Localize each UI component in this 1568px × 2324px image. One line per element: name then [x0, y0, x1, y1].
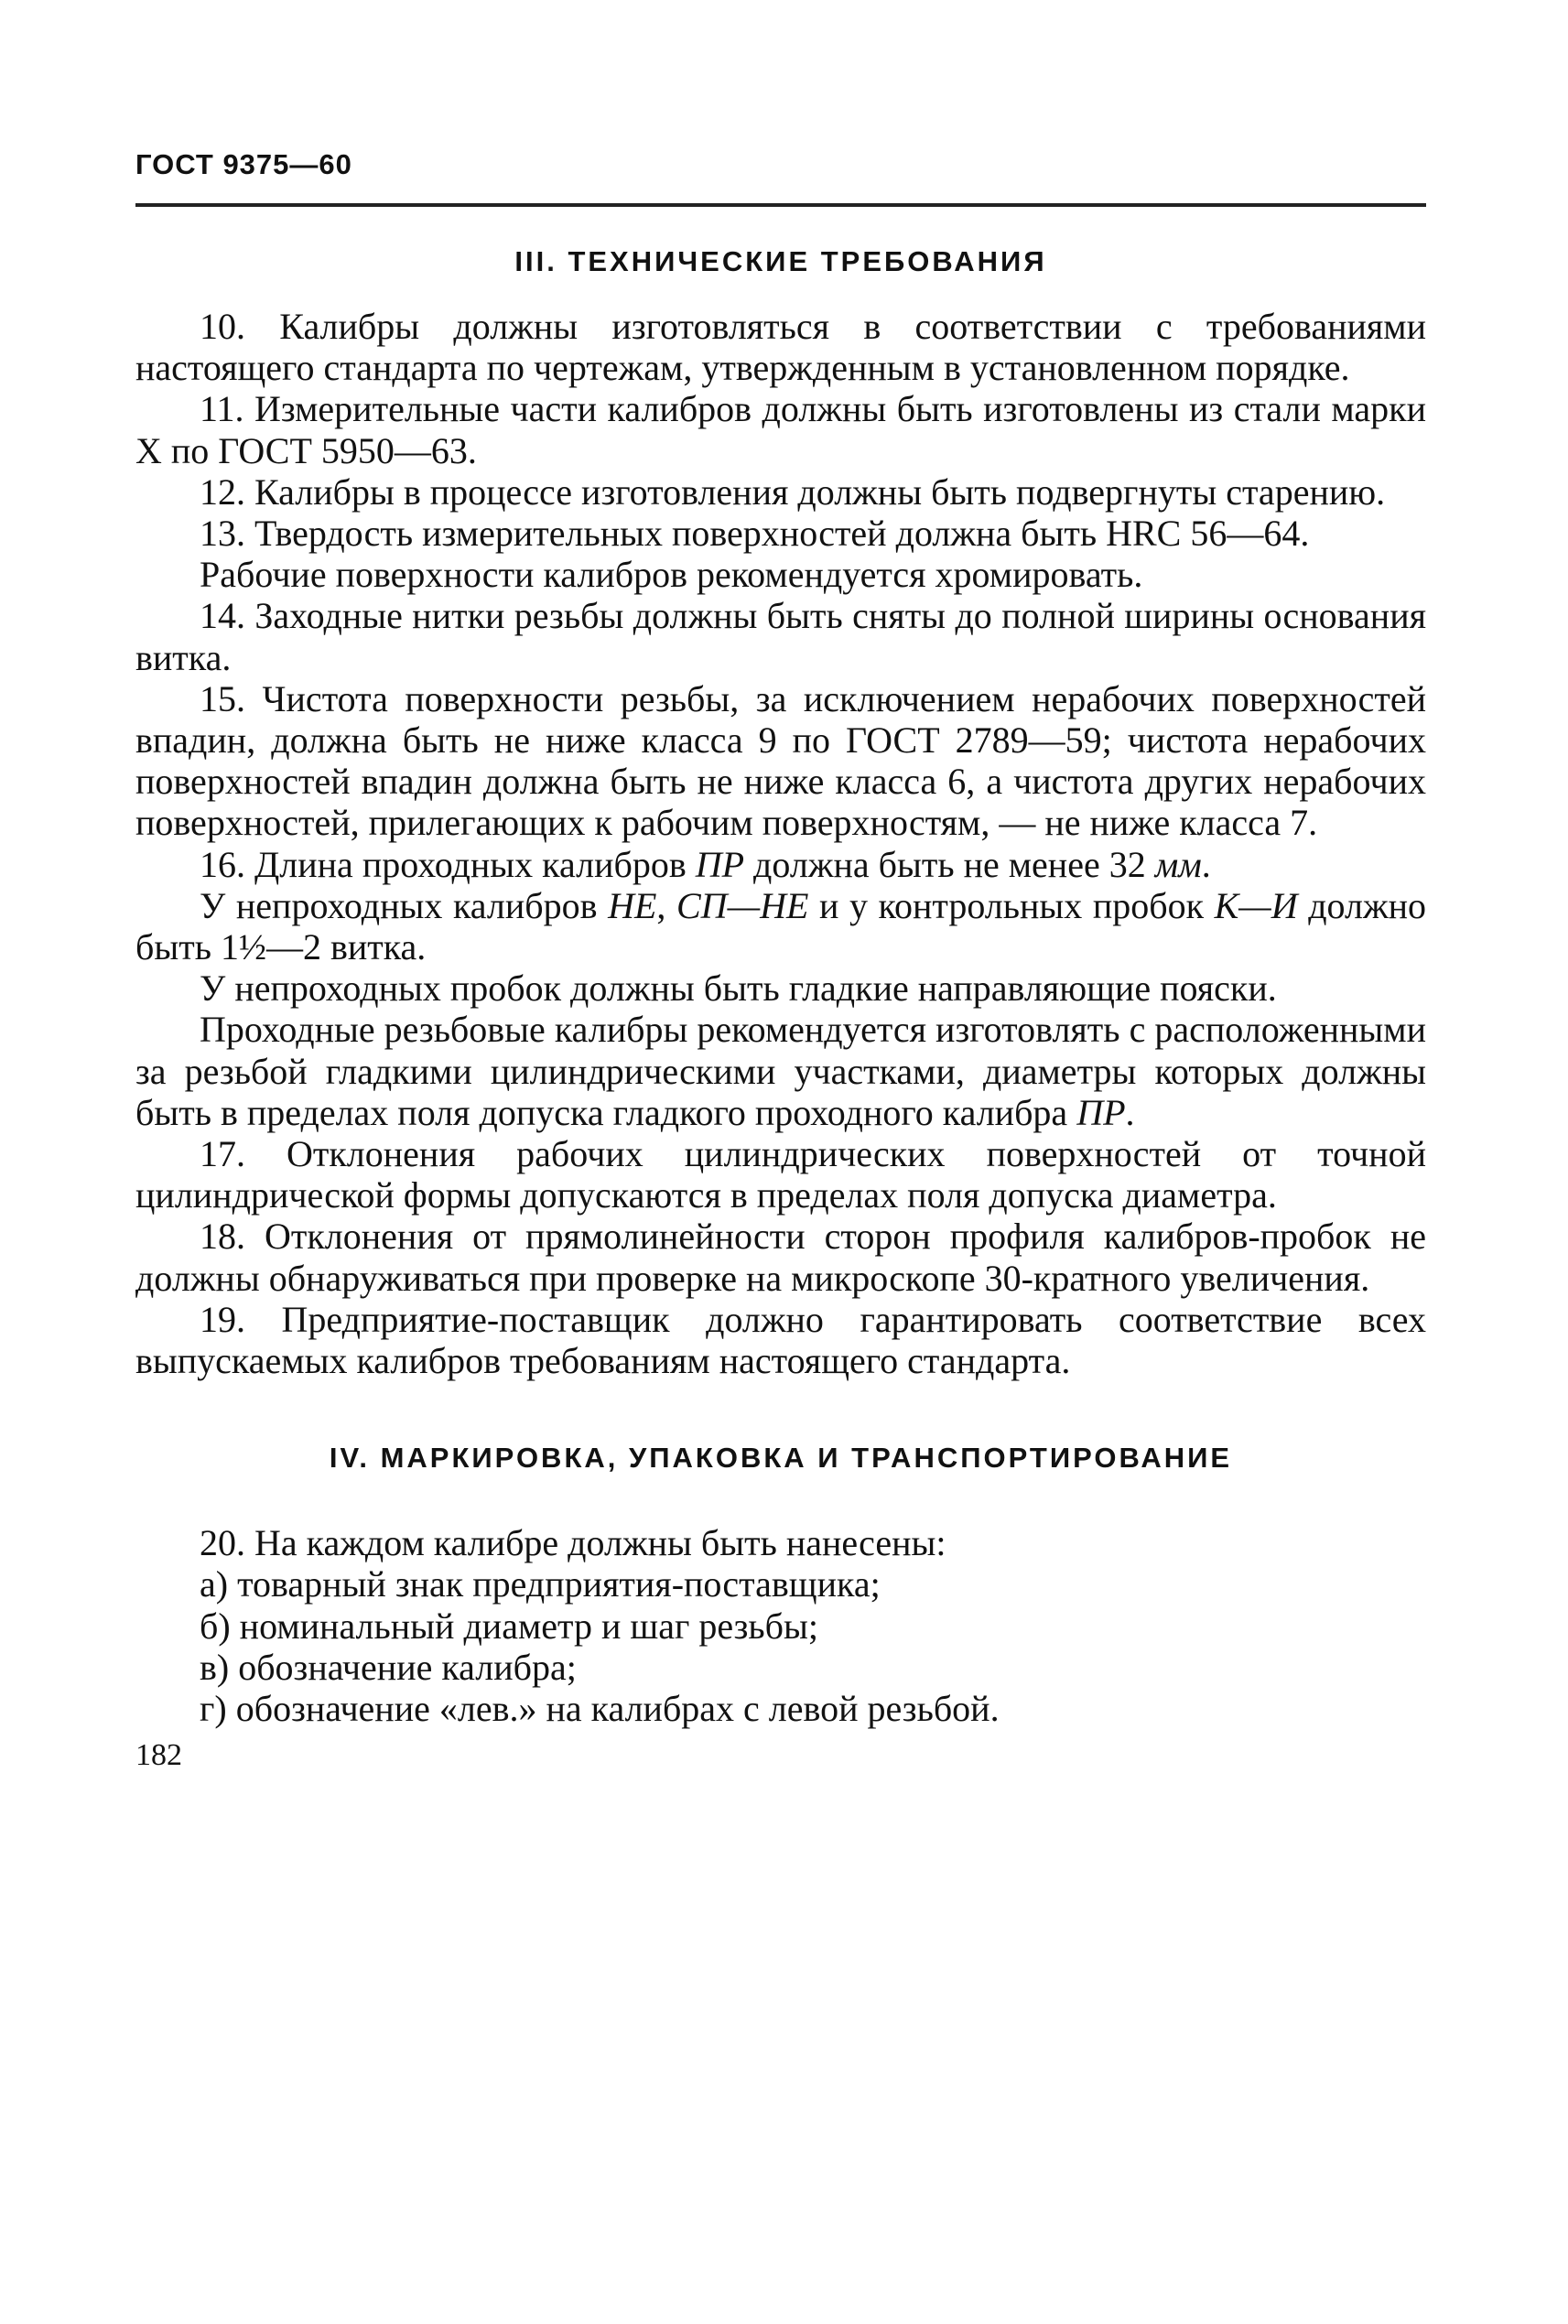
paragraph-18: 18. Отклонения от прямолинейности сторон профиля калибров-пробок не должны обнаруживаться при проверке на микроскопе 30-кратного увеличения.	[135, 1216, 1426, 1299]
section-body	[135, 306, 1426, 1381]
document-page	[135, 146, 1426, 1775]
paragraph-12: 12. Калибры в процессе изготовления должны быть подвергнуты старению.	[200, 470, 1386, 513]
paragraph-19: 19. Предприятие-поставщик должно гарантировать соответствие всех выпускаемых калибров требованиям настоящего стандарта.	[135, 1298, 1426, 1382]
list-item: а) товарный знак предприятия-поставщика;	[200, 1563, 881, 1605]
section-body	[135, 1522, 1426, 1729]
paragraph-20: 20. На каждом калибре должны быть нанесены:	[200, 1522, 946, 1564]
paragraph-16: 16. Длина проходных калибров ПР должна быть не менее 32 мм.	[200, 843, 1211, 885]
page-number: 182	[135, 1738, 182, 1773]
paragraph-16-no-go: У непроходных калибров НЕ, СП—НЕ и у контрольных пробок К—И должно быть 1½—2 витка.	[135, 884, 1427, 968]
paragraph-16-go-gauges: Проходные резьбовые калибры рекомендуется изготовлять с расположенными за резьбой гладкими цилиндрическими участками, диаметры которых должны быть в пределах поля допуска гладкого проходного калибра ПР.	[135, 1009, 1426, 1133]
list-item: б) номинальный диаметр и шаг резьбы;	[200, 1605, 818, 1647]
paragraph-15: 15. Чистота поверхности резьбы, за исключением нерабочих поверхностей впадин, должна быть не ниже класса 9 по ГОСТ 2789—59; чистота нерабочих поверхностей впадин должна быть не ниже класса 6, а чистота других нерабочих поверхностей, прилегающих к рабочим поверхностям, — не ниже класса 7.	[135, 677, 1426, 844]
paragraph-11: 11. Измерительные части калибров должны быть изготовлены из стали марки Х по ГОСТ 5950—63.	[135, 388, 1426, 471]
paragraph-14: 14. Заходные нитки резьбы должны быть сняты до полной ширины основания витка.	[135, 595, 1426, 678]
header-rule	[135, 203, 1426, 207]
paragraph-13-note: Рабочие поверхности калибров рекомендуется хромировать.	[200, 554, 1143, 596]
list-item: в) обозначение калибра;	[200, 1646, 577, 1688]
paragraph-17: 17. Отклонения рабочих цилиндрических поверхностей от точной цилиндрической формы допускаются в пределах поля допуска диаметра.	[135, 1133, 1426, 1216]
list-item: г) обозначение «лев.» на калибрах с левой резьбой.	[200, 1688, 1000, 1730]
paragraph-13: 13. Твердость измерительных поверхностей должна быть HRC 56—64.	[200, 513, 1310, 555]
paragraph-16-plugs: У непроходных пробок должны быть гладкие направляющие пояски.	[200, 967, 1277, 1010]
section-title: IV. МАРКИРОВКА, УПАКОВКА И ТРАНСПОРТИРОВАНИЕ	[329, 1442, 1233, 1475]
document-header: ГОСТ 9375—60	[135, 148, 352, 180]
paragraph-10: 10. Калибры должны изготовляться в соответствии с требованиями настоящего стандарта по чертежам, утвержденным в установленном порядке.	[135, 306, 1426, 389]
section-title: III. ТЕХНИЧЕСКИЕ ТРЕБОВАНИЯ	[514, 245, 1047, 277]
